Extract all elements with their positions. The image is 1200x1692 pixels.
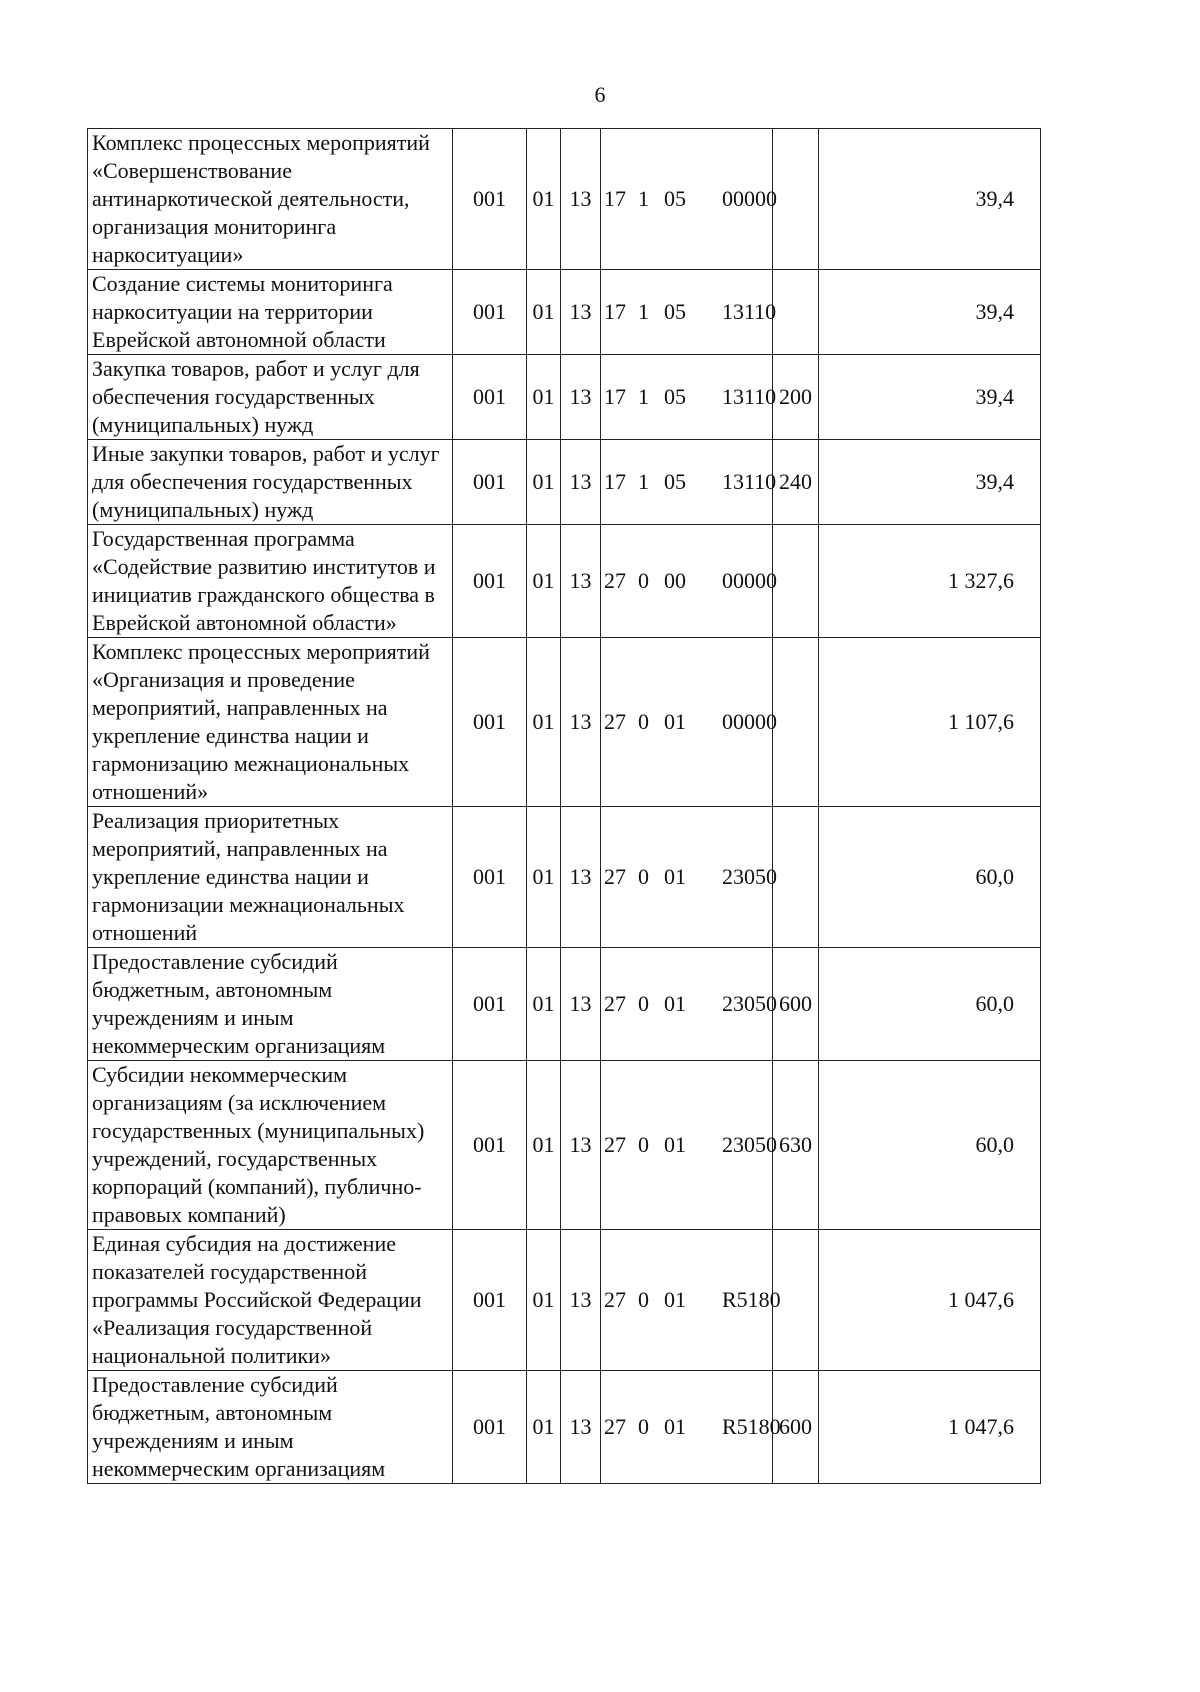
subsection-code: 13 <box>561 129 601 270</box>
subsection-code: 13 <box>561 270 601 355</box>
target-article-code <box>601 1230 781 1371</box>
subsection-code: 13 <box>561 807 601 948</box>
csr-measure: 05 <box>664 469 686 494</box>
row-name: Иные закупки товаров, работ и услуг для обеспечения государственных (муниципальных) нужд <box>88 440 453 525</box>
section-code: 01 <box>527 1061 561 1230</box>
csr-direction: 13110 <box>722 469 777 494</box>
csr-direction: 23050 <box>722 991 777 1016</box>
csr-program: 17 <box>604 186 626 211</box>
amount: 39,4 <box>819 129 1041 270</box>
amount: 1 047,6 <box>819 1371 1041 1484</box>
expense-type-code: 200 <box>773 355 819 440</box>
target-article-code <box>601 270 777 355</box>
csr-subprogram: 0 <box>638 864 649 889</box>
csr-program: 27 <box>604 709 626 734</box>
csr-program: 27 <box>604 1414 626 1439</box>
section-code: 01 <box>527 638 561 807</box>
subsection-code: 13 <box>561 440 601 525</box>
csr-direction: 00000 <box>722 709 777 734</box>
csr-direction: R5180 <box>722 1414 781 1439</box>
csr-direction: R5180 <box>722 1287 781 1312</box>
amount: 39,4 <box>819 440 1041 525</box>
section-code: 01 <box>527 1230 561 1371</box>
csr-program: 27 <box>604 991 626 1016</box>
expense-type-code: 240 <box>773 440 819 525</box>
row-name: Государственная программа «Содействие развитию институтов и инициатив гражданского общества в Еврейской автономной области» <box>88 525 453 638</box>
csr-subprogram: 0 <box>638 1132 649 1157</box>
target-article-code <box>601 355 777 440</box>
row-name: Единая субсидия на достижение показателей государственной программы Российской Федерации «Реализация государственной национальной политики» <box>88 1230 453 1371</box>
target-article-code <box>601 948 777 1061</box>
row-name: Создание системы мониторинга наркоситуации на территории Еврейской автономной области <box>88 270 453 355</box>
table-row <box>88 948 1041 1061</box>
csr-subprogram: 1 <box>638 469 649 494</box>
amount: 60,0 <box>819 1061 1041 1230</box>
table-row <box>88 355 1041 440</box>
csr-program: 27 <box>604 864 626 889</box>
csr-subprogram: 1 <box>638 186 649 211</box>
expense-type-code: 600 <box>773 948 819 1061</box>
subsection-code: 13 <box>561 638 601 807</box>
csr-direction: 23050 <box>722 864 777 889</box>
subsection-code: 13 <box>561 1061 601 1230</box>
csr-subprogram: 0 <box>638 991 649 1016</box>
section-code: 01 <box>527 129 561 270</box>
amount: 39,4 <box>819 270 1041 355</box>
admin-code: 001 <box>453 1230 527 1371</box>
admin-code: 001 <box>453 440 527 525</box>
table-row <box>88 440 1041 525</box>
row-name: Предоставление субсидий бюджетным, автономным учреждениям и иным некоммерческим организациям <box>88 948 453 1061</box>
csr-measure: 05 <box>664 384 686 409</box>
csr-measure: 01 <box>664 1287 686 1312</box>
row-name: Закупка товаров, работ и услуг для обеспечения государственных (муниципальных) нужд <box>88 355 453 440</box>
csr-measure: 01 <box>664 864 686 889</box>
csr-subprogram: 0 <box>638 568 649 593</box>
csr-direction: 13110 <box>722 384 777 409</box>
csr-program: 17 <box>604 299 626 324</box>
target-article-code <box>601 638 777 807</box>
amount: 60,0 <box>819 807 1041 948</box>
csr-subprogram: 0 <box>638 1287 649 1312</box>
table-row <box>88 129 1041 270</box>
target-article-code <box>601 440 777 525</box>
target-article-code <box>601 1061 777 1230</box>
section-code: 01 <box>527 1371 561 1484</box>
section-code: 01 <box>527 270 561 355</box>
csr-measure: 01 <box>664 991 686 1016</box>
table-row <box>88 1061 1041 1230</box>
csr-program: 17 <box>604 469 626 494</box>
csr-program: 27 <box>604 1287 626 1312</box>
csr-direction: 00000 <box>722 186 777 211</box>
csr-subprogram: 1 <box>638 384 649 409</box>
target-article-code <box>601 1371 781 1484</box>
row-name: Комплекс процессных мероприятий «Совершенствование антинаркотической деятельности, организация мониторинга наркоситуации» <box>88 129 453 270</box>
csr-measure: 01 <box>664 709 686 734</box>
row-name: Предоставление субсидий бюджетным, автономным учреждениям и иным некоммерческим организациям <box>88 1371 453 1484</box>
csr-measure: 05 <box>664 186 686 211</box>
amount: 1 047,6 <box>819 1230 1041 1371</box>
section-code: 01 <box>527 948 561 1061</box>
csr-subprogram: 0 <box>638 709 649 734</box>
csr-measure: 05 <box>664 299 686 324</box>
table-row <box>88 1230 1041 1371</box>
expense-type-code: 600 <box>773 1371 819 1484</box>
amount: 1 327,6 <box>819 525 1041 638</box>
target-article-code <box>601 129 777 270</box>
admin-code: 001 <box>453 355 527 440</box>
section-code: 01 <box>527 807 561 948</box>
csr-direction: 00000 <box>722 568 777 593</box>
admin-code: 001 <box>453 1061 527 1230</box>
section-code: 01 <box>527 440 561 525</box>
csr-measure: 01 <box>664 1132 686 1157</box>
page-number: 6 <box>594 82 606 107</box>
target-article-code <box>601 807 777 948</box>
csr-direction: 23050 <box>722 1132 777 1157</box>
section-code: 01 <box>527 355 561 440</box>
admin-code: 001 <box>453 525 527 638</box>
section-code: 01 <box>527 525 561 638</box>
admin-code: 001 <box>453 948 527 1061</box>
row-name: Реализация приоритетных мероприятий, направленных на укрепление единства нации и гармонизации межнациональных отношений <box>88 807 453 948</box>
subsection-code: 13 <box>561 1230 601 1371</box>
csr-direction: 13110 <box>722 299 777 324</box>
admin-code: 001 <box>453 129 527 270</box>
admin-code: 001 <box>453 270 527 355</box>
admin-code: 001 <box>453 807 527 948</box>
table-row <box>88 638 1041 807</box>
csr-program: 27 <box>604 1132 626 1157</box>
subsection-code: 13 <box>561 948 601 1061</box>
amount: 39,4 <box>819 355 1041 440</box>
admin-code: 001 <box>453 1371 527 1484</box>
table-row <box>88 525 1041 638</box>
table-row <box>88 1371 1041 1484</box>
csr-subprogram: 0 <box>638 1414 649 1439</box>
amount: 1 107,6 <box>819 638 1041 807</box>
target-article-code <box>601 525 777 638</box>
expense-type-code: 630 <box>773 1061 819 1230</box>
row-name: Комплекс процессных мероприятий «Организация и проведение мероприятий, направленных на укрепление единства нации и гармонизацию межнациональных отношений» <box>88 638 453 807</box>
csr-program: 27 <box>604 568 626 593</box>
csr-subprogram: 1 <box>638 299 649 324</box>
subsection-code: 13 <box>561 1371 601 1484</box>
budget-table <box>87 128 1041 1484</box>
table-row <box>88 270 1041 355</box>
csr-program: 17 <box>604 384 626 409</box>
admin-code: 001 <box>453 638 527 807</box>
row-name: Субсидии некоммерческим организациям (за исключением государственных (муниципальных) учреждений, государственных корпораций (компаний), публично-правовых компаний) <box>88 1061 453 1230</box>
subsection-code: 13 <box>561 525 601 638</box>
csr-measure: 01 <box>664 1414 686 1439</box>
subsection-code: 13 <box>561 355 601 440</box>
table-row <box>88 807 1041 948</box>
amount: 60,0 <box>819 948 1041 1061</box>
csr-measure: 00 <box>664 568 686 593</box>
